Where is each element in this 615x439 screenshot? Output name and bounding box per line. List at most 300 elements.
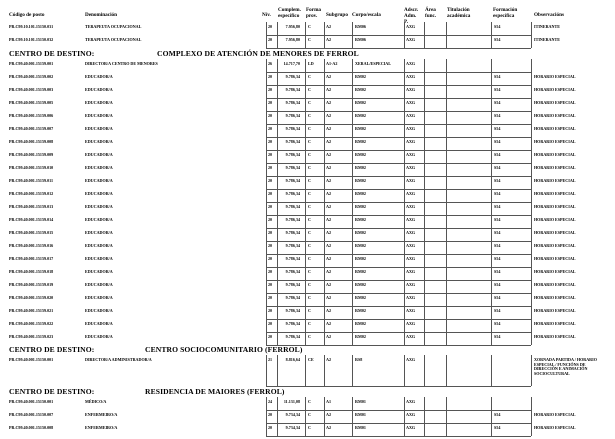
cell-corpo: RM02 [355, 307, 366, 313]
cell-formacion: S54 [494, 320, 501, 326]
column-divider [352, 163, 353, 176]
column-divider [324, 98, 325, 111]
column-divider [404, 124, 405, 137]
cell-corpo: RM02 [355, 268, 366, 274]
column-divider [277, 176, 278, 189]
cell-niv: 20 [268, 190, 273, 196]
column-divider [491, 189, 492, 202]
column-divider [491, 319, 492, 332]
column-divider [531, 280, 532, 293]
column-divider [424, 397, 425, 410]
column-divider [305, 410, 306, 423]
column-divider [324, 228, 325, 241]
cell-complemento: 9.786,34 [285, 177, 300, 183]
column-divider [424, 163, 425, 176]
column-divider [446, 397, 447, 410]
column-divider [531, 215, 532, 228]
cell-adscr: AXG [406, 216, 416, 222]
cell-niv: 24 [268, 398, 273, 404]
column-divider [305, 85, 306, 98]
cell-formacion: S54 [494, 73, 501, 79]
column-divider [352, 241, 353, 254]
cell-corpo: RM02 [355, 73, 366, 79]
cell-denominacion: EDUCADOR/A [85, 320, 113, 326]
column-divider [266, 137, 267, 150]
cell-formacion: S54 [494, 125, 501, 131]
cell-denominacion: ENFERMEIRO/A [85, 424, 118, 430]
cell-niv: 20 [268, 242, 273, 248]
column-divider [277, 355, 278, 386]
cell-niv: 20 [268, 203, 273, 209]
cell-corpo: RM02 [355, 281, 366, 287]
cell-subgrupo: A2 [326, 138, 332, 144]
cell-corpo: RM02 [355, 190, 366, 196]
cell-adscr: AXG [406, 268, 416, 274]
column-divider [305, 215, 306, 228]
column-divider [491, 293, 492, 306]
column-divider [324, 397, 325, 410]
cell-corpo: RM02 [355, 255, 366, 261]
column-divider [324, 215, 325, 228]
column-divider [446, 306, 447, 319]
cell-subgrupo: A2 [326, 242, 332, 248]
cell-subgrupo: A2 [326, 73, 332, 79]
cell-corpo: RM02 [355, 86, 366, 92]
column-divider [277, 98, 278, 111]
cell-corpo: RM01 [355, 424, 366, 430]
cell-denominacion: EDUCADOR/A [85, 255, 113, 261]
column-divider [424, 202, 425, 215]
cell-codigo: PR.C99.40.001.15159.023 [9, 333, 54, 339]
column-divider [424, 410, 425, 423]
cell-complemento: 8.816,64 [285, 357, 300, 362]
column-divider [424, 228, 425, 241]
column-divider [324, 355, 325, 386]
cell-adscr: AXG [406, 138, 416, 144]
column-divider [491, 85, 492, 98]
column-divider [324, 319, 325, 332]
cell-codigo: PR.C99.40.001.15159.016 [9, 242, 54, 248]
cell-corpo: RM02 [355, 177, 366, 183]
column-divider [352, 85, 353, 98]
cell-niv: 21 [268, 357, 273, 362]
cell-codigo: PR.C99.40.001.15150.007 [9, 411, 54, 417]
column-divider [531, 176, 532, 189]
column-divider [266, 355, 267, 386]
cell-complemento: 9.786,34 [285, 86, 300, 92]
cell-codigo: PR.C99.40.001.15159.018 [9, 268, 54, 274]
cell-adscr: AXG [406, 320, 416, 326]
cell-forma: C [308, 320, 311, 326]
column-divider [277, 397, 278, 410]
column-divider [324, 189, 325, 202]
cell-codigo: PR.C99.10.101.15150.031 [9, 24, 54, 29]
column-divider [277, 111, 278, 124]
cell-complemento: 7.956,80 [285, 24, 300, 29]
cell-niv: 20 [268, 333, 273, 339]
cell-formacion: S54 [494, 37, 501, 42]
cell-subgrupo: A2 [326, 24, 332, 29]
column-divider [531, 332, 532, 345]
column-divider [531, 22, 532, 35]
cell-subgrupo: A2 [326, 203, 332, 209]
cell-codigo: PR.C99.40.001.15159.017 [9, 255, 54, 261]
column-divider [491, 306, 492, 319]
column-divider [352, 254, 353, 267]
cell-formacion: S54 [494, 294, 501, 300]
column-divider [531, 189, 532, 202]
cell-subgrupo: A2 [326, 320, 332, 326]
cell-subgrupo: A2 [326, 268, 332, 274]
column-divider [531, 254, 532, 267]
cell-formacion: S54 [494, 164, 501, 170]
cell-forma: C [308, 268, 311, 274]
cell-observacions: HORARIO ESPECIAL [534, 411, 576, 417]
cell-subgrupo: A2 [326, 411, 332, 417]
cell-adscr: AXG [406, 281, 416, 287]
column-divider [404, 189, 405, 202]
cell-adscr: AXG [406, 307, 416, 313]
cell-forma: C [308, 125, 311, 131]
column-divider [404, 267, 405, 280]
header-codigo: Código de posto [9, 12, 45, 18]
column-divider [446, 410, 447, 423]
column-divider [266, 228, 267, 241]
column-divider [491, 355, 492, 386]
cell-observacions: HORARIO ESPECIAL [534, 294, 576, 300]
cell-denominacion: EDUCADOR/A [85, 203, 113, 209]
cell-subgrupo: A2 [326, 216, 332, 222]
column-divider [352, 72, 353, 85]
column-divider [266, 293, 267, 306]
column-divider [266, 241, 267, 254]
column-divider [531, 410, 532, 423]
cell-niv: 20 [268, 73, 273, 79]
column-divider [404, 215, 405, 228]
section-label: CENTRO DE DESTINO: [9, 48, 95, 58]
cell-codigo: PR.C99.40.001.15159.014 [9, 216, 54, 222]
column-divider [404, 150, 405, 163]
cell-niv: 20 [268, 151, 273, 157]
column-divider [352, 293, 353, 306]
column-divider [266, 85, 267, 98]
column-divider [531, 35, 532, 48]
column-divider [424, 98, 425, 111]
column-divider [404, 137, 405, 150]
cell-forma: C [308, 203, 311, 209]
column-divider [531, 85, 532, 98]
column-divider [266, 163, 267, 176]
cell-adscr: AXG [406, 151, 416, 157]
cell-corpo: RM01 [355, 411, 366, 417]
column-divider [266, 410, 267, 423]
header-observacions: Observacións [534, 12, 564, 18]
cell-codigo: PR.C99.40.001.15150.008 [9, 424, 54, 430]
cell-adscr: AXG [406, 294, 416, 300]
cell-denominacion: MÉDICO/A [85, 398, 107, 404]
header-area: Área func. [425, 7, 437, 19]
cell-corpo: RM02 [355, 216, 366, 222]
column-divider [352, 332, 353, 345]
cell-denominacion: DIRECTOR/A ADMINISTRADOR/A [85, 357, 152, 362]
cell-formacion: S54 [494, 242, 501, 248]
column-divider [305, 397, 306, 410]
cell-observacions: ITINERANTE [534, 37, 560, 42]
column-divider [266, 280, 267, 293]
column-divider [305, 189, 306, 202]
cell-adscr: AXG [406, 333, 416, 339]
column-divider [446, 293, 447, 306]
column-divider [404, 202, 405, 215]
column-divider [491, 111, 492, 124]
column-divider [424, 215, 425, 228]
column-divider [305, 319, 306, 332]
cell-denominacion: EDUCADOR/A [85, 164, 113, 170]
cell-observacions: HORARIO ESPECIAL [534, 424, 576, 430]
column-divider [424, 59, 425, 72]
header-forma: Forma prov. [306, 7, 321, 19]
cell-adscr: AXG [406, 73, 416, 79]
cell-formacion: S54 [494, 99, 501, 105]
cell-corpo: XERAL/ESPECIAL [355, 60, 391, 66]
cell-observacions: HORARIO ESPECIAL [534, 86, 576, 92]
cell-subgrupo: A2 [326, 164, 332, 170]
column-divider [324, 176, 325, 189]
cell-complemento: 9.786,34 [285, 216, 300, 222]
cell-adscr: AXG [406, 203, 416, 209]
column-divider [531, 72, 532, 85]
column-divider [277, 137, 278, 150]
column-divider [531, 306, 532, 319]
cell-denominacion: EDUCADOR/A [85, 216, 113, 222]
cell-denominacion: EDUCADOR/A [85, 242, 113, 248]
cell-codigo: PR.C99.40.001.15159.011 [9, 177, 54, 183]
column-divider [324, 72, 325, 85]
cell-subgrupo: A2 [326, 333, 332, 339]
column-divider [531, 98, 532, 111]
cell-niv: 20 [268, 99, 273, 105]
cell-subgrupo: A2 [326, 255, 332, 261]
cell-observacions: HORARIO ESPECIAL [534, 255, 576, 261]
column-divider [352, 355, 353, 386]
column-divider [352, 228, 353, 241]
column-divider [305, 176, 306, 189]
cell-formacion: S54 [494, 24, 501, 29]
column-divider [266, 306, 267, 319]
column-divider [424, 280, 425, 293]
column-divider [404, 22, 405, 35]
column-divider [277, 319, 278, 332]
cell-corpo: RM02 [355, 242, 366, 248]
column-divider [324, 293, 325, 306]
column-divider [305, 163, 306, 176]
cell-corpo: RM06 [355, 37, 366, 42]
cell-niv: 20 [268, 86, 273, 92]
cell-complemento: 9.786,34 [285, 255, 300, 261]
cell-forma: C [308, 255, 311, 261]
column-divider [266, 35, 267, 48]
column-divider [404, 319, 405, 332]
cell-complemento: 9.734,34 [285, 411, 300, 417]
column-divider [324, 306, 325, 319]
column-divider [324, 150, 325, 163]
column-divider [305, 111, 306, 124]
cell-adscr: AXG [406, 164, 416, 170]
column-divider [266, 98, 267, 111]
column-divider [352, 202, 353, 215]
column-divider [446, 423, 447, 436]
column-divider [277, 306, 278, 319]
column-divider [277, 59, 278, 72]
cell-denominacion: EDUCADOR/A [85, 268, 113, 274]
cell-denominacion: EDUCADOR/A [85, 307, 113, 313]
cell-subgrupo: A2 [326, 281, 332, 287]
header-denominacion: Denominación [85, 12, 117, 18]
column-divider [277, 85, 278, 98]
cell-codigo: PR.C99.40.001.15159.008 [9, 138, 54, 144]
column-divider [277, 124, 278, 137]
cell-niv: 20 [268, 281, 273, 287]
column-divider [424, 423, 425, 436]
column-divider [446, 267, 447, 280]
cell-formacion: S54 [494, 138, 501, 144]
column-divider [446, 59, 447, 72]
cell-forma: C [308, 307, 311, 313]
cell-subgrupo: A1 [326, 398, 332, 404]
column-divider [266, 423, 267, 436]
cell-niv: 26 [268, 60, 273, 66]
column-divider [491, 241, 492, 254]
cell-adscr: AXG [406, 424, 416, 430]
column-divider [305, 332, 306, 345]
cell-formacion: S54 [494, 177, 501, 183]
column-divider [352, 59, 353, 72]
cell-formacion: S54 [494, 112, 501, 118]
column-divider [424, 355, 425, 386]
cell-adscr: AXG [406, 357, 416, 362]
cell-formacion: S54 [494, 203, 501, 209]
column-divider [491, 22, 492, 35]
column-divider [266, 332, 267, 345]
header-adscr: Adscr. Adm. P. [404, 7, 419, 25]
column-divider [352, 189, 353, 202]
column-divider [446, 72, 447, 85]
cell-subgrupo: A1-A2 [326, 60, 338, 66]
cell-complemento: 14.717,70 [283, 60, 300, 66]
cell-formacion: S54 [494, 216, 501, 222]
cell-corpo: RM02 [355, 112, 366, 118]
column-divider [352, 111, 353, 124]
column-divider [266, 189, 267, 202]
column-divider [446, 215, 447, 228]
column-divider [277, 241, 278, 254]
column-divider [324, 85, 325, 98]
column-divider [352, 267, 353, 280]
cell-codigo: PR.C99.40.001.15159.012 [9, 190, 54, 196]
cell-denominacion: EDUCADOR/A [85, 125, 113, 131]
cell-corpo: RM01 [355, 398, 366, 404]
column-divider [324, 332, 325, 345]
column-divider [352, 124, 353, 137]
column-divider [277, 254, 278, 267]
cell-denominacion: TERAPEUTA OCUPACIONAL [85, 37, 142, 42]
cell-codigo: PR.C99.40.001.15159.015 [9, 229, 54, 235]
column-divider [277, 202, 278, 215]
column-divider [324, 202, 325, 215]
column-divider [446, 241, 447, 254]
cell-codigo: PR.C99.40.001.15159.021 [9, 307, 54, 313]
row-divider [266, 345, 531, 346]
cell-complemento: 9.786,34 [285, 125, 300, 131]
cell-forma: C [308, 164, 311, 170]
column-divider [491, 215, 492, 228]
column-divider [324, 423, 325, 436]
header-subgrupo: Subgrupo [326, 12, 348, 18]
cell-denominacion: EDUCADOR/A [85, 73, 113, 79]
column-divider [324, 280, 325, 293]
cell-forma: C [308, 86, 311, 92]
column-divider [424, 22, 425, 35]
cell-codigo: PR.C99.40.001.15159.002 [9, 73, 54, 79]
cell-formacion: S54 [494, 255, 501, 261]
cell-codigo: PR.C99.40.001.15159.020 [9, 294, 54, 300]
cell-forma: C [308, 411, 311, 417]
column-divider [305, 137, 306, 150]
cell-niv: 20 [268, 125, 273, 131]
column-divider [491, 423, 492, 436]
cell-subgrupo: A2 [326, 177, 332, 183]
cell-complemento: 9.786,34 [285, 151, 300, 157]
cell-observacions: HORARIO ESPECIAL [534, 229, 576, 235]
column-divider [424, 72, 425, 85]
cell-subgrupo: A2 [326, 125, 332, 131]
header-niv: Nív. [262, 12, 271, 18]
column-divider [531, 137, 532, 150]
column-divider [324, 137, 325, 150]
cell-formacion: S54 [494, 86, 501, 92]
column-divider [446, 319, 447, 332]
cell-subgrupo: A2 [326, 190, 332, 196]
cell-observacions: HORARIO ESPECIAL [534, 73, 576, 79]
cell-denominacion: EDUCADOR/A [85, 229, 113, 235]
cell-niv: 20 [268, 255, 273, 261]
cell-forma: C [308, 281, 311, 287]
column-divider [277, 410, 278, 423]
cell-forma: C [308, 216, 311, 222]
column-divider [266, 72, 267, 85]
column-divider [352, 423, 353, 436]
cell-observacions: HORARIO ESPECIAL [534, 320, 576, 326]
cell-complemento: 9.734,34 [285, 424, 300, 430]
column-divider [531, 150, 532, 163]
cell-niv: 20 [268, 138, 273, 144]
cell-adscr: AXG [406, 411, 416, 417]
column-divider [424, 111, 425, 124]
column-divider [305, 355, 306, 386]
cell-adscr: AXG [406, 255, 416, 261]
column-divider [491, 280, 492, 293]
row-divider [266, 436, 531, 437]
cell-denominacion: EDUCADOR/A [85, 138, 113, 144]
cell-codigo: PR.C99.40.001.15159.010 [9, 164, 54, 170]
column-divider [305, 150, 306, 163]
column-divider [266, 22, 267, 35]
column-divider [531, 163, 532, 176]
column-divider [531, 319, 532, 332]
column-divider [404, 355, 405, 386]
column-divider [266, 176, 267, 189]
cell-adscr: AXG [406, 86, 416, 92]
